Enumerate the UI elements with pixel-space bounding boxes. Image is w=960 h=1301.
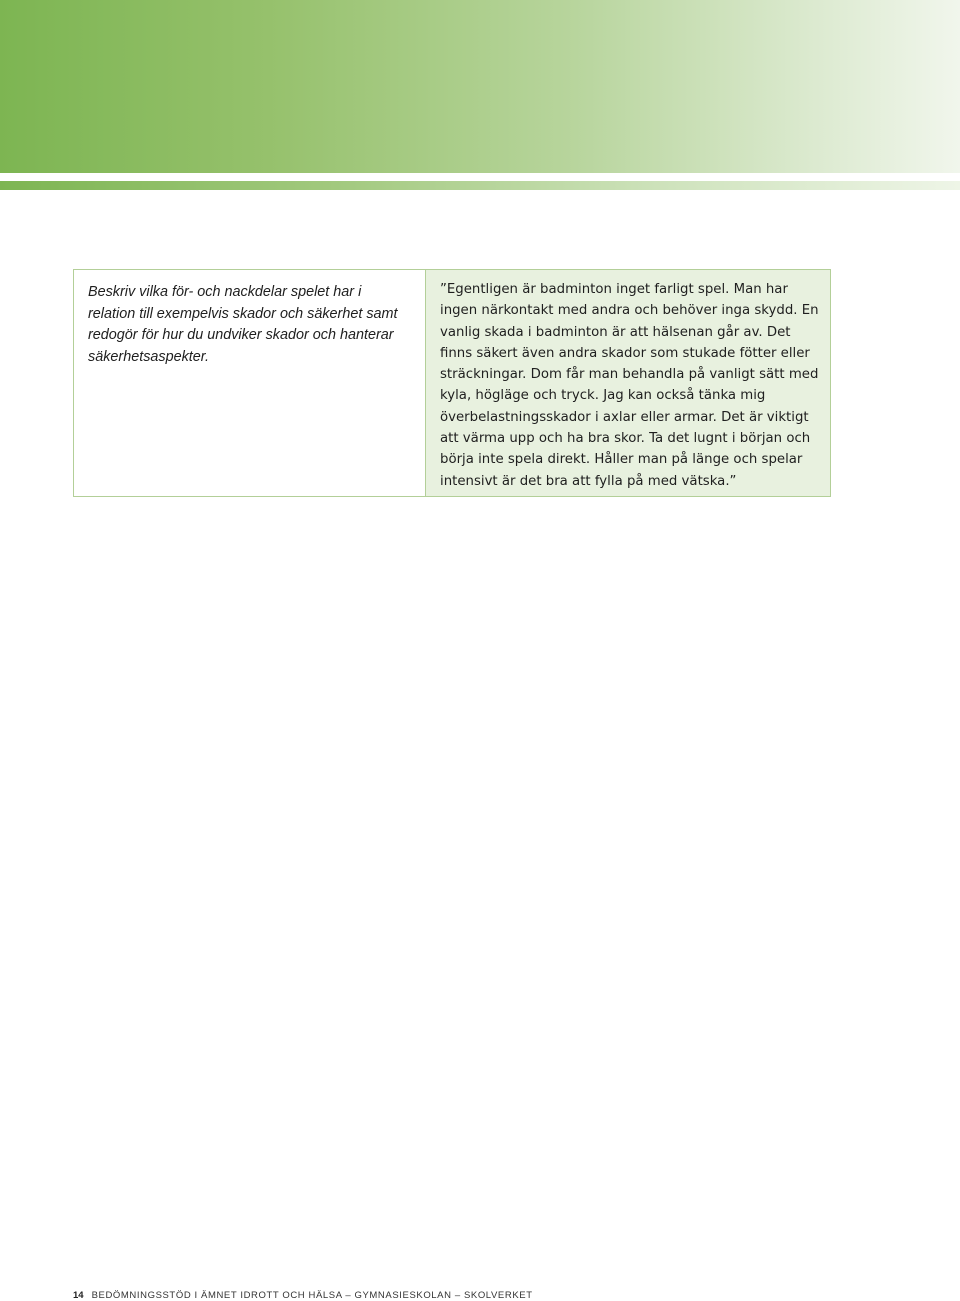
page-footer [73, 1290, 533, 1301]
page-number: 14 [73, 1290, 84, 1301]
answer-cell: ”Egentligen är badminton inget farligt spel. Man har ingen närkontakt med andra och behöver inga skydd. En vanlig skada i badminton är att hälsenan går av. Det finns säkert även andra skador som stukade fötter eller sträckningar. Dom får man behandla på vanligt sätt med kyla, högläge och tryck. Jag kan också tänka mig överbelastningsskador i axlar eller armar. Det är viktigt att värma upp och ha bra skor. Ta det lugnt i början och börja inte spela direkt. Håller man på länge och spelar intensivt är det bra att fylla på med vätska.” [426, 270, 830, 496]
question-cell: Beskriv vilka för- och nackdelar spelet har i relation till exempelvis skador och säkerhet samt redogör för hur du undviker skador och hanterar säkerhetsaspekter. [74, 270, 426, 496]
question-answer-table [73, 269, 831, 497]
footer-text: BEDÖMNINGSSTÖD I ÄMNET IDROTT OCH HÄLSA – GYMNASIESKOLAN – SKOLVERKET [91, 1290, 533, 1301]
header-gradient-stripe [0, 181, 960, 190]
header-gradient-band [0, 0, 960, 173]
